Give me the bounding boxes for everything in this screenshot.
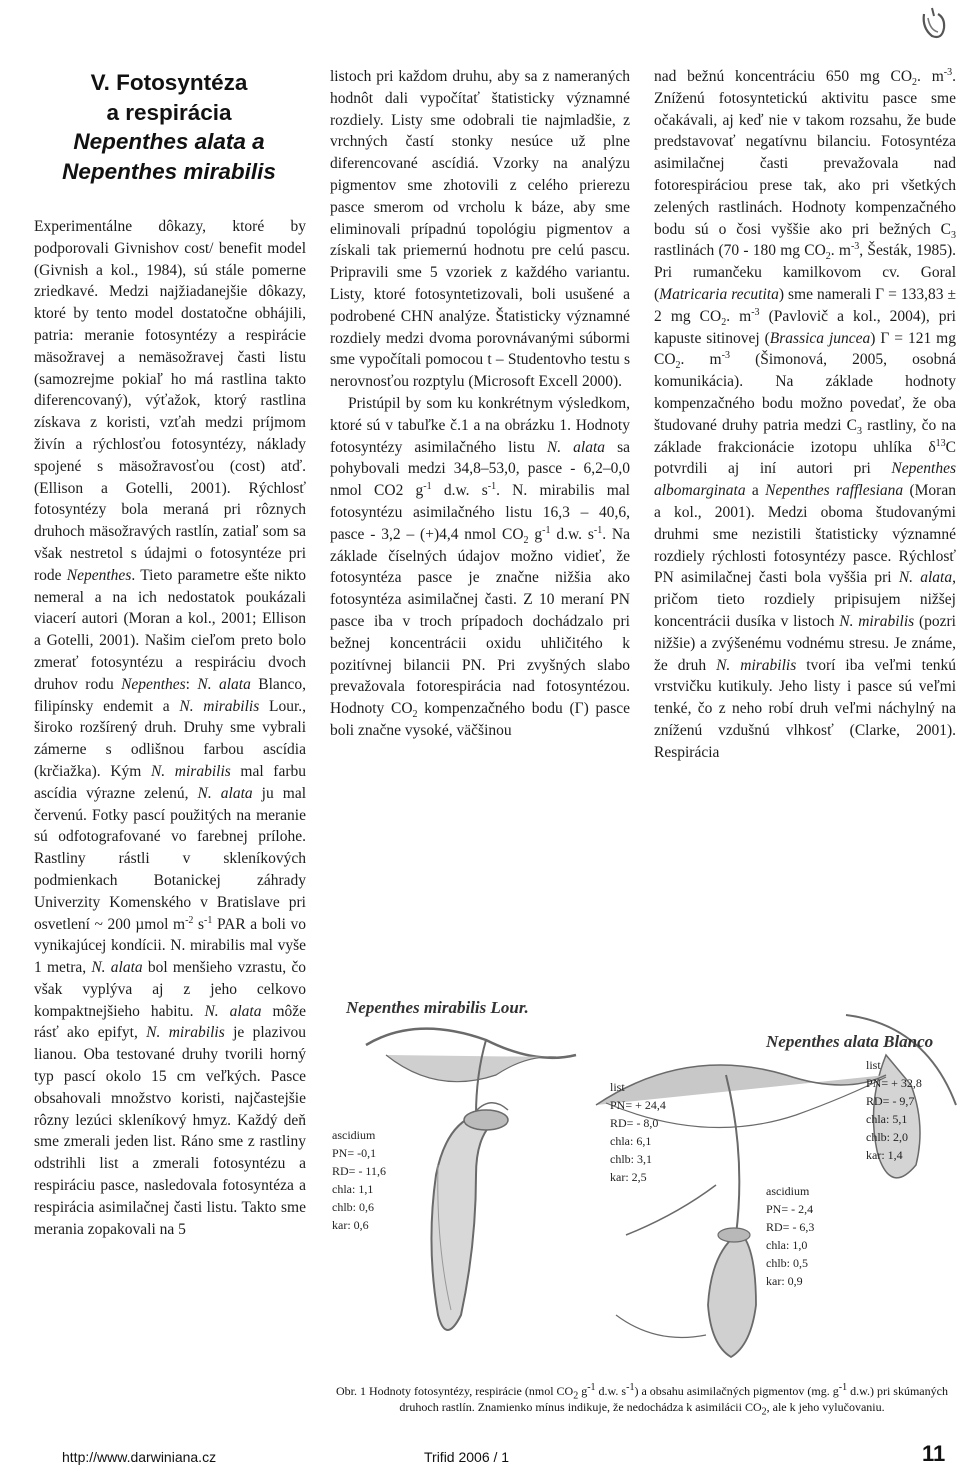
alata-leaf-line: RD= - 9,7 [866,1094,915,1108]
figure-pitcher-plants [326,985,958,1383]
alata-leaf-line: list [866,1058,881,1072]
leaf-pitcher-logo-icon [918,6,948,40]
footer-url[interactable]: http://www.darwiniana.cz [62,1449,217,1465]
alata-leaf-line: kar: 1,4 [866,1148,903,1162]
title-line-1: V. Fotosyntéza [90,70,248,95]
page-number: 11 [922,1441,946,1466]
alata-asc-line: ascidium [766,1184,810,1198]
mirabilis-asc-line: chla: 1,1 [332,1182,374,1196]
alata-asc-line: kar: 0,9 [766,1274,803,1288]
title-line-3: Nepenthes alata a [73,129,265,154]
column-1-paragraph: Experimentálne dôkazy, ktoré by podporovali Givnishov cost/ benefit model (Givnish a kol., 1984), sú stále pomerne zriedkavé. Medzi najžiadanejšie dôkazy, ktoré by tento model dostatočne obhájili, patria: meranie fotosyntézy a respirácie mäsožravej a nemäsožravej časti listu (samozrejme pokiaľ ho má rastlina takto diferencovaný), výťažok, ktorý rastlina získava z koristi, vzťah medzi príjmom živín a rýchlosťou fotosyntézy, náklady spojené s mäsožravosťou (cost) atď. (Ellison a Gotelli, 2001). Rýchlosť fotosyntézy bola meraná pri rôznych druhoch mäsožravých rastlín, zatiaľ som sa však nestretol s údajmi o fotosyntéze pri rode Nepenthes. Tieto parametre ešte nikto nemeral a na ich nedostatok poukázali viacerí autori (Moran a kol., 2001; Ellison a Gotelli, 2001). Našim cieľom preto bolo zmerať fotosyntézu a respiráciu dvoch druhov rodu Nepenthes: N. alata Blanco, filipínsky endemit a N. mirabilis Lour., široko rozšírený druh. Druhy sme vybrali zámerne s odlišnou farbou ascídia (krčiažka). Kým N. mirabilis mal farbu ascídia výrazne zelenú, N. alata ju mal červenú. Fotky pascí použitých na meranie sú odfotografované vo farebnej prílohe. Rastliny rástli v skleníkových podmienkach Botanickej záhrady Univerzity Komenského v Bratislave pri osvetlení ~ 200 µmol $m^{-2}$ $s^{-1}$ PAR a boli vo vynikajúcej kondícii. N. mirabilis mal vyše 1 metra, N. alata bol menšieho vzrastu, čo však vyplýva aj z jeho celkovo kompaktnejšieho habitu. N. alata môže rásť ako epifyt, N. mirabilis je plazivou lianou. Oba testované druhy tvorili horný typ pascí okolo 15 cm veľkých. Pasce obsahovali množstvo koristi, najčastejšie rôzny lezúci skleníkový hmyz. Každý deň sme zmerali jeden list. Ráno sme z rastliny odstrihli list a zmerali fotosyntézu a respiráciu pasce, nasledovala fotosyntéza a respirácia asimilačnej časti listu. Takto sme merania zopakovali na 5 [34,218,307,1238]
page-title [34,68,304,186]
mirabilis-asc-line: PN= -0,1 [332,1146,377,1160]
alata-leaf-line: chlb: 2,0 [866,1130,908,1144]
footer-journal: Trifid 2006 / 1 [424,1449,510,1465]
mirabilis-asc-line: kar: 0,6 [332,1218,369,1232]
mirabilis-leaf-line: PN= + 24,4 [610,1098,666,1112]
figure-title-left: Nepenthes mirabilis Lour. [346,998,529,1017]
text-column-1 [34,216,306,1240]
column-2-paragraph-1: listoch pri každom druhu, aby sa z nameraných hodnôt dali vypočítať štatisticky významné rozdiely. Listy sme odobrali tie najmladšie, z vrchných častí stonky nesúce už plne diferencované ascídiá. Vzorky na analýzu pigmentov sme zhotovili z celého prierezu pasce smerom od vrcholu k báze, aby sme eliminovali prípadnú topológiu pigmentov a získali tak priemernú hodnotu pre celú pascu. Pripravili sme 5 vzoriek z každého variantu. Listy, ktoré fotosyntetizovali, boli usušené a podrobené CHN analýze. Štatisticky významné rozdiely medzi dvoma porovnávanými súbormi sme vypočítali pomocou t – Studentovho testu s nerovnosťou rozptylu (Microsoft Excell 2000). [330,68,630,391]
mirabilis-leaf-line: chla: 6,1 [610,1134,652,1148]
title-line-4: Nepenthes mirabilis [62,158,276,184]
mirabilis-leaf-line: list [610,1080,625,1094]
figure-drawing [326,985,958,1383]
mirabilis-asc-line: chlb: 0,6 [332,1200,374,1214]
mirabilis-asc-line: ascidium [332,1128,376,1142]
mirabilis-leaf-line: kar: 2,5 [610,1170,647,1184]
alata-leaf-line: PN= + 32,8 [866,1076,922,1090]
text-column-3 [654,66,956,764]
title-line-2: a respirácia [106,99,232,125]
mirabilis-leaf-line: RD= - 8,0 [610,1116,659,1130]
column-2-paragraph-2: Pristúpil by som ku konkrétnym výsledkom, ktoré sú v tabuľke č.1 a na obrázku 1. Hodnoty fotosyntézy asimilačného listu N. alata sa pohybovali medzi 34,8–53,0, pasce - 6,2–0,0 nmol CO2 $g^{-1}$ d.w. $s^{-1}$. N. mirabilis mal fotosyntézu asimilačného listu 16,3 – 40,6, pasce - 3,2 – (+)4,4 nmol $CO_2$ $g^{-1}$ d.w. $s^{-1}$. Na základe číselných údajov možno vidieť, že fotosyntéza pasce je značne nižšia ako fotosyntéza asimilačnej časti. Z 10 meraní PN pasce iba v troch prípadoch dochádzalo pri bežnej koncentrácii oxidu uhličitého k pozitívnej bilancii PN. Pri zvyšných slabo prevažovala fotorespirácia nad fotosyntézou. Hodnoty $CO_2$ kompenzačného bodu (Γ) pasce boli značne vysoké, väčšinou [330,394,630,739]
alata-asc-line: RD= - 6,3 [766,1220,815,1234]
alata-leaf-line: chla: 5,1 [866,1112,908,1126]
figure-title-right: Nepenthes alata Blanco [766,1032,934,1051]
alata-asc-line: PN= - 2,4 [766,1202,814,1216]
mirabilis-asc-line: RD= - 11,6 [332,1164,386,1178]
alata-asc-line: chlb: 0,5 [766,1256,808,1270]
column-3-paragraph: nad bežnú koncentráciu 650 mg $CO_2$. $m^{-3}$. Zníženú fotosyntetickú aktivitu pasce sme očakávali, aj keď nie v takom rozsahu, že bude predstavovať negatívnu bilanciu. Fotosyntéza asimilačnej časti prevažovala nad fotorespiráciou prese tak, ako pri všetkých zelených rastlinách. Hodnoty kompenzačného bodu sú o čosi vyššie ako pri bežných $C_3$ rastlinách (70 - 180 mg $CO_2$. $m^{-3}$, Šesták, 1985). Pri rumančeku kamilkovom cv. Goral (Matricaria recutita) sme namerali Γ = 133,83 ± 2 mg $CO_2$. $m^{-3}$ (Pavlovič a kol., 2004), pri kapuste sitinovej (Brassica juncea) Γ = 121 mg $CO_2$. $m^{-3}$ (Šimonová, 2005, osobná komunikácia). Na základe hodnoty kompenzačného bodu možno povedať, že oba študované druhy patria medzi $C_3$ rastliny, čo na základe frakcionácie izotopu uhlíka $\delta^{13}C$ potvrdili aj iní autori pri Nepenthes albomarginata a Nepenthes rafflesiana (Moran a kol., 2001). Medzi oboma študovanými druhmi sme nezistili štatisticky významné rozdiely rýchlosti fotosyntézy pasce. Rýchlosť PN asimilačnej časti bola vyššia pri N. alata, pričom tieto rozdiely pripisujem nižšej koncentrácii dusíka v listoch N. mirabilis (pozri nižšie) a zvýšenému vodnému stresu. Je známe, že druh N. mirabilis tvorí iba veľmi tenkú vrstvičku kutikuly. Jeho listy i pasce sú veľmi tenké, čo z neho robí druh veľmi náchylný na zníženú vzdušnú vlhkosť (Clarke, 2001). Respirácia [654,66,957,761]
mirabilis-leaf-line: chlb: 3,1 [610,1152,652,1166]
text-column-2 [330,66,630,742]
alata-asc-line: chla: 1,0 [766,1238,808,1252]
figure-caption: Obr. 1 Hodnoty fotosyntézy, respirácie (nmol $CO_2$ $g^{-1}$ d.w. $s^{-1}$) a obsahu asimilačných pigmentov (mg. $g^{-1}$ d.w.) pri skúmaných druhoch rastlín. Znamienko mínus indikuje, že nedochádza k asimilácii $CO_2$, ale k jeho vylučovaniu. [336,1382,948,1418]
